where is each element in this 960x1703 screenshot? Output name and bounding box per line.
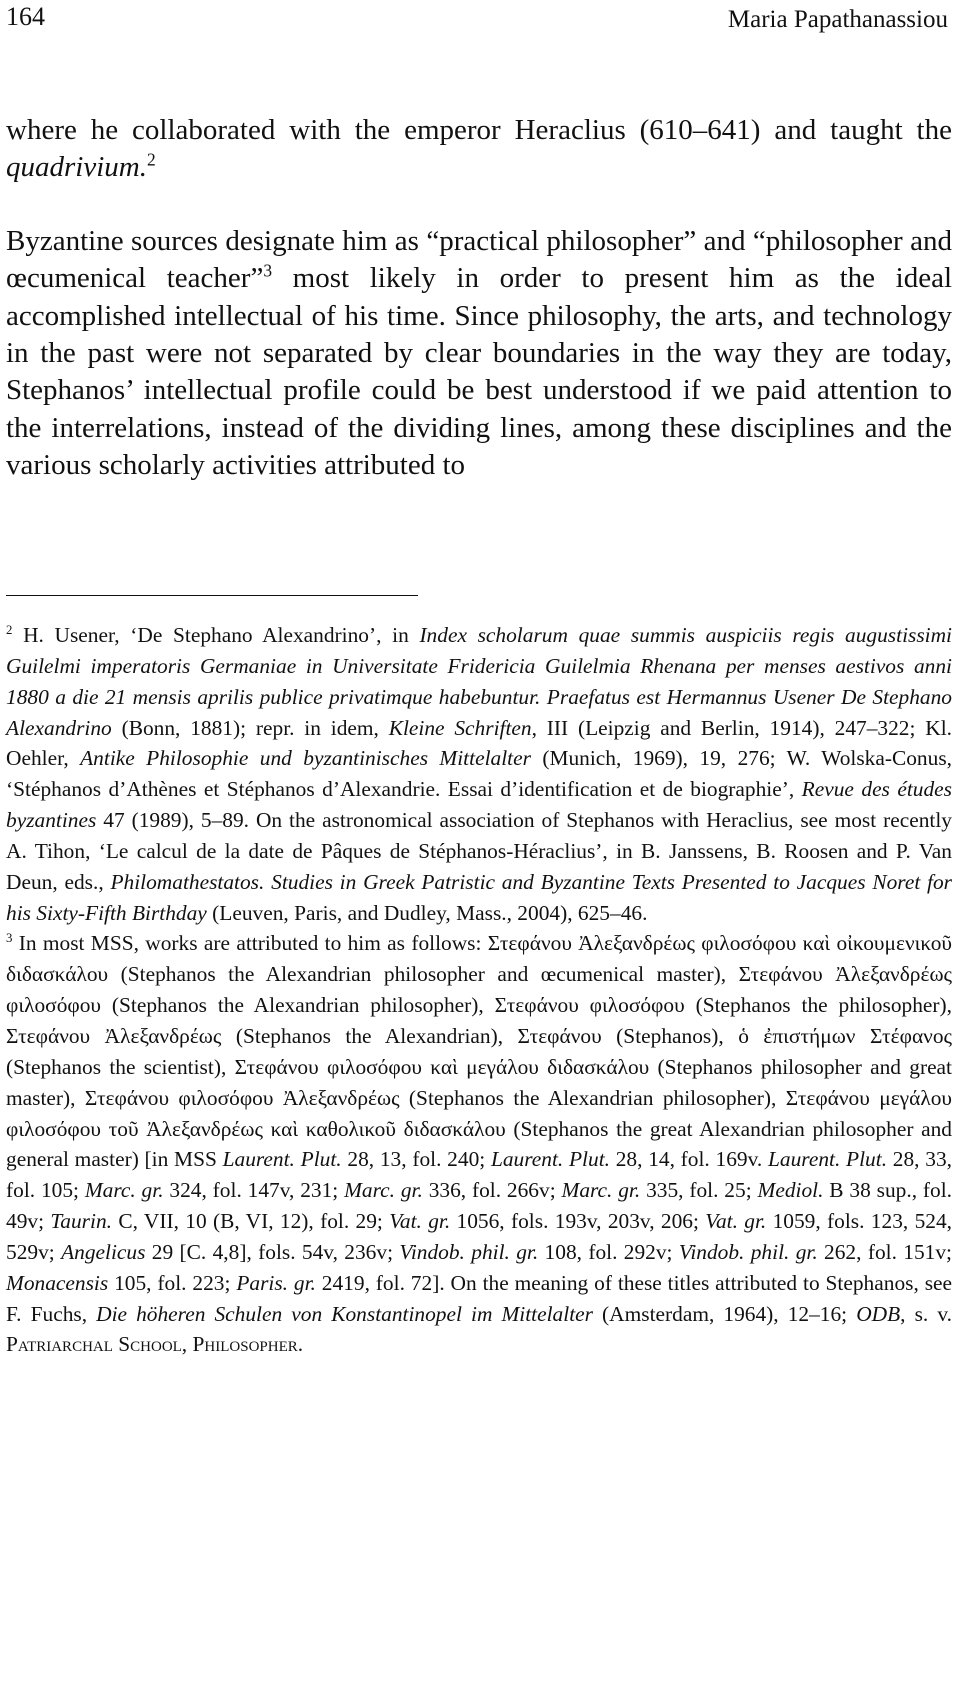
footnote-2: $^2$ H. Usener, ‘De Stephano Alexandrino’, in Index scholarum quae summis auspiciis regis augustissimi Guilelmi imperatoris Germaniae in Universitate Fridericia Guilelmia Rhenana per menses aestivos anni 1880 a die 21 mensis aprilis publice privatimque habebuntur. Praefatus est Hermannus Usener De Stephano Alexandrino (Bonn, 1881); repr. in idem, Kleine Schriften, III (Leipzig and Berlin, 1914), 247–322; Kl. Oehler, Antike Philosophie und byzantinisches Mittelalter (Munich, 1969), 19, 276; W. Wolska-Conus, ‘Stéphanos d’Athènes et Stéphanos d’Alexandrie. Essai d’identification et de biographie’, Revue des études byzantines 47 (1989), 5–89. On the astronomical association of Stephanos with Heraclius, see most recently A. Tihon, ‘Le calcul de la date de Pâques de Stéphanos-Héraclius’, in B. Janssens, B. Roosen and P. Van Deun, eds., Philomathestatos. Studies in Greek Patristic and Byzantine Texts Presented to Jacques Noret for his Sixty-Fifth Birthday (Leuven, Paris, and Dudley, Mass., 2004), 625–46. [6,622,952,925]
footnote-number: 3 [6,931,13,946]
footnote-3: $^3$ In most MSS, works are attributed to him as follows: Στεφάνου Ἀλεξανδρέως φιλοσόφου καὶ οἰκουμενικοῦ διδασκάλου (Stephanos the Alexandrian philosopher and œcumenical master), Στεφάνου Ἀλεξανδρέως φιλοσόφου (Stephanos the Alexandrian philosopher), Στεφάνου φιλοσόφου (Stephanos the philosopher), Στεφάνου Ἀλεξανδρέως (Stephanos the Alexandrian), Στεφάνου (Stephanos), ὁ ἐπιστήμων Στέφανος (Stephanos the scientist), Στεφάνου φιλοσόφου καὶ μεγάλου διδασκάλου (Stephanos philosopher and great master), Στεφάνου φιλοσόφου Ἀλεξανδρέως (Stephanos the Alexandrian philosopher), Στεφάνου μεγάλου φιλοσόφου τοῦ Ἀλεξανδρέως καὶ καθολικοῦ διδασκάλου (Stephanos the great Alexandrian philosopher and general master) [in MSS Laurent. Plut. 28, 13, fol. 240; Laurent. Plut. 28, 14, fol. 169v. Laurent. Plut. 28, 33, fol. 105; Marc. gr. 324, fol. 147v, 231; Marc. gr. 336, fol. 266v; Marc. gr. 335, fol. 25; Mediol. B 38 sup., fol. 49v; Taurin. C, VII, 10 (B, VI, 12), fol. 29; Vat. gr. 1056, fols. 193v, 203v, 206; Vat. gr. 1059, fols. 123, 524, 529v; Angelicus 29 [C. 4,8], fols. 54v, 236v; Vindob. phil. gr. 108, fol. 292v; Vindob. phil. gr. 262, fol. 151v; Monacensis 105, fol. 223; Paris. gr. 2419, fol. 72]. On the meaning of these titles attributed to Stephanos, see F. Fuchs, Die höheren Schulen von Konstantinopel im Mittelalter (Amsterdam, 1964), 12–16; ODB, s. v. Patriarchal School, Philosopher. [6,931,953,1357]
running-header [0,0,960,60]
page-number: 164 [6,2,45,31]
footnote-ref[interactable]: 3 [263,260,273,281]
footnote-ref[interactable]: 2 [146,149,156,170]
running-author: Maria Papathanassiou [727,6,948,33]
main-text [6,112,952,485]
body-paragraph: where he collaborated with the emperor Heraclius (610–641) and taught the quadrivium.$^2$ [6,114,952,184]
footnotes [6,620,952,1360]
footnote-number: 2 [6,622,13,637]
footnote-separator [6,595,418,596]
body-paragraph: Byzantine sources designate him as “practical philosopher” and “philosopher and œcumenical teacher”$^3$ most likely in order to present him as the ideal accomplished intellectual of his time. Since philosophy, the arts, and technology in the past were not separated by clear boundaries in the way they are today, Stephanos’ intellectual profile could be best understood if we paid attention to the interrelations, instead of the dividing lines, among these disciplines and the various scholarly activities attributed to [6,224,952,482]
